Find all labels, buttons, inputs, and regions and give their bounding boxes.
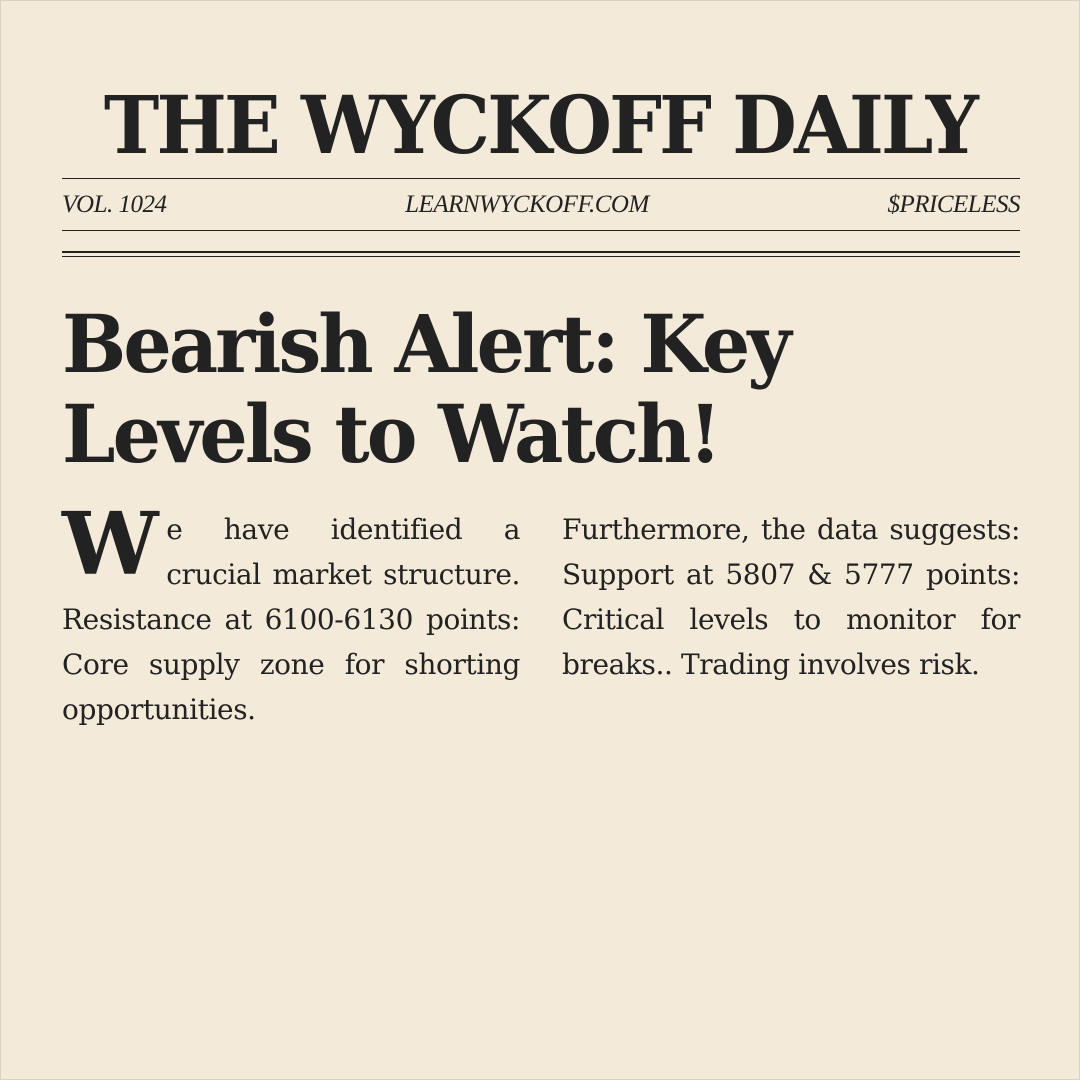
column-2-text: Furthermore, the data suggests: Support at 5807 & 5777 points: Critical levels to monitor for breaks.. Trading involves risk.	[562, 513, 1020, 681]
column-1-text: e have identified a crucial market structure. Resistance at 6100-6130 points: Core supply zone for shorting opportunities.	[62, 513, 520, 726]
volume-number: VOL. 1024	[62, 191, 167, 218]
double-rule-bottom	[62, 256, 1020, 257]
headline-line-2: Levels to Watch!	[62, 387, 720, 481]
info-bar	[62, 187, 1020, 223]
double-rule-top	[62, 251, 1020, 253]
info-bottom-rule	[62, 230, 1020, 231]
article-column-1	[62, 494, 520, 732]
top-rule	[62, 178, 1020, 179]
drop-cap: W	[62, 494, 159, 595]
article-body	[62, 494, 1020, 732]
price-label: $PRICELESS	[887, 191, 1020, 218]
masthead-title: THE WYCKOFF DAILY	[103, 78, 977, 172]
article-column-2	[562, 507, 1020, 732]
article-headline	[62, 299, 1020, 479]
website-label: LEARNWYCKOFF.COM	[405, 191, 649, 218]
headline-line-1: Bearish Alert: Key	[62, 297, 789, 391]
